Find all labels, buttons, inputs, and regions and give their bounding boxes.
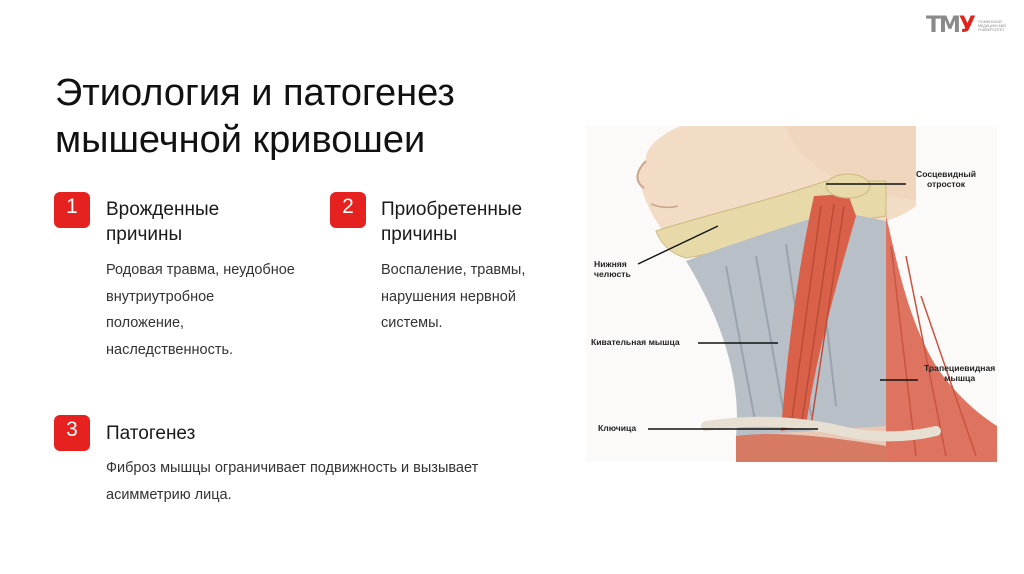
item-1-desc-line: положение,: [106, 315, 185, 331]
slide-title: [55, 70, 575, 164]
item-3-description: [106, 455, 478, 508]
badge-3: 3: [54, 415, 90, 451]
label-clavicle: Ключица: [598, 423, 637, 433]
logo-text: ТЮМЕНСКИЙ МЕДИЦИНСКИЙ УНИВЕРСИТЕТ: [977, 19, 1006, 33]
item-3-desc-line: Фиброз мышцы ограничивает подвижность и вызывает: [106, 460, 479, 476]
item-3-desc-line: асимметрию лица.: [106, 486, 232, 503]
item-1-heading-line2: причины: [106, 224, 183, 245]
neck-anatomy-figure: [586, 126, 997, 462]
label-jaw: [594, 259, 631, 279]
slide-title-line2: мышечной кривошеи: [55, 119, 426, 161]
item-1-desc-line: наследственность.: [106, 341, 234, 358]
item-2-desc-line: Воспаление, травмы,: [381, 262, 526, 278]
item-2-heading: [381, 197, 522, 247]
label-mastoid-line1: Сосцевидный: [916, 169, 977, 179]
item-2-desc-line: системы.: [381, 315, 443, 331]
item-1-description: [106, 257, 295, 363]
badge-2: 2: [330, 192, 366, 228]
item-2-desc-line: нарушения нервной: [381, 288, 516, 305]
logo-mark: [926, 15, 974, 37]
slide-title-line1: Этиология и патогенез: [55, 72, 455, 114]
item-1-heading-line1: Врожденные: [106, 199, 220, 220]
label-trapezius-line1: Трапециевидная: [924, 363, 996, 373]
item-2-heading-line2: причины: [381, 224, 458, 245]
label-mastoid-line2: отросток: [926, 179, 966, 189]
item-2-description: [381, 257, 525, 337]
item-3-heading: [106, 421, 195, 446]
logo-mark-right: У: [958, 13, 974, 38]
label-mastoid: [916, 169, 976, 189]
label-trapezius: [924, 363, 995, 383]
university-logo: [926, 14, 1010, 38]
badge-1: 1: [54, 192, 90, 228]
label-jaw-line1: Нижняя: [594, 259, 627, 269]
label-trapezius-line2: мышца: [944, 373, 976, 383]
item-1-heading: [106, 197, 219, 247]
logo-mark-left: ТМ: [926, 13, 959, 38]
item-2-heading-line1: Приобретенные: [381, 199, 523, 220]
item-1-desc-line: Родовая травма, неудобное: [106, 262, 295, 278]
item-1-desc-line: внутриутробное: [106, 288, 215, 305]
item-3-heading-line1: Патогенез: [106, 423, 196, 444]
label-jaw-line2: челюсть: [594, 269, 631, 279]
label-scm: Кивательная мышца: [591, 337, 680, 347]
